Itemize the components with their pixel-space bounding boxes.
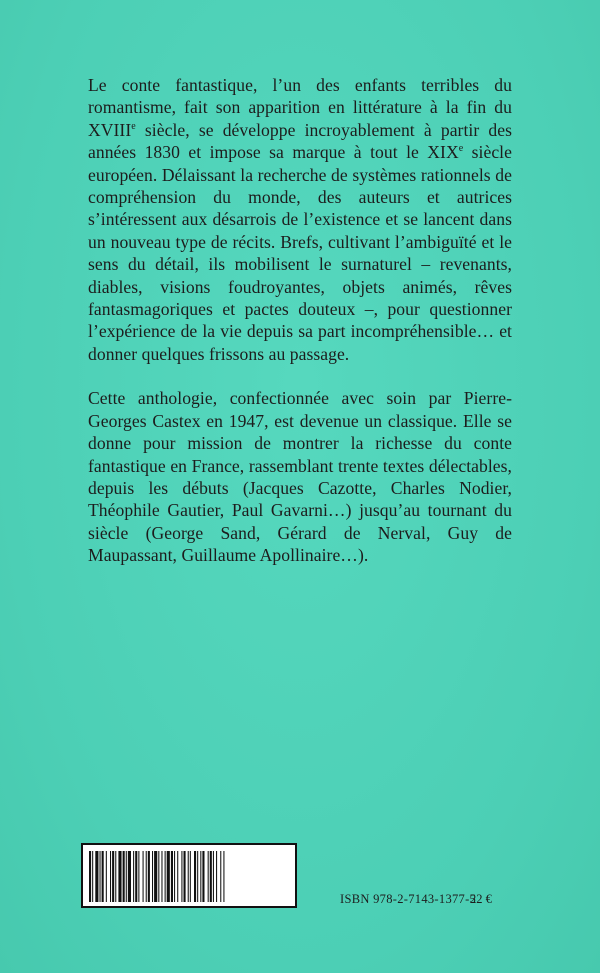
barcode-bar [154,851,157,902]
barcode-bar [126,851,127,902]
barcode-bar [95,851,98,902]
barcode-bar [152,851,153,902]
barcode-bar [158,851,159,902]
barcode-bar [223,851,224,902]
barcode-bar [148,851,150,902]
barcode-bar [146,851,147,902]
barcode-bar [194,851,196,902]
barcode-icon [89,851,291,902]
barcode-bar [135,851,137,902]
barcode-bar [138,851,139,902]
barcode-bar [106,851,107,902]
barcode-bar [197,851,198,902]
barcode-bar [188,851,189,902]
blurb-paragraph-2: Cette anthologie, confectionnée avec soin par Pierre-Georges Castex en 1947, est devenue un classique. Elle se donne pour mission de montrer la richesse du conte fantastique en France, rassemblant trente textes délectables, depuis les débuts (Jacques Cazotte, Charles Nodier, Théophile Gautier, Paul Gavarni…) jusqu’au tournant du siècle (George Sand, Gérard de Nerval, Guy de Maupassant, Guillaume Apollinaire…). [88,388,512,566]
barcode-bar [220,851,221,902]
barcode-bar [177,851,178,902]
barcode-bar [133,851,134,902]
price-label: 22 € [470,892,492,906]
blurb-paragraph-1: Le conte fantastique, l’un des enfants terribles du romantisme, fait son apparition en littérature à la fin du XVIIIe siècle, se développe incroyablement à partir des années 1830 et impose sa marque à tout le XIXe siècle européen. Délaissant la recherche de systèmes rationnels de compréhension du monde, des auteurs et autrices s’intéressent aux désarrois de l’existence et se lancent dans un nouveau type de récits. Brefs, cultivant l’ambiguïté et le sens du détail, ils mobilisent le surnaturel – revenants, diables, visions foudroyantes, objets animés, rêves fantasmagoriques et pactes douteux –, pour questionner l’expérience de la vie depuis sa part incompréhensible… et donner quelques frissons au passage. [88,75,512,364]
barcode-bar [110,851,111,902]
isbn-number: ISBN 978-2-7143-1377-5 [340,892,477,906]
blurb-text [88,74,512,567]
barcode-bar [202,851,204,902]
barcode-bar [112,851,114,902]
barcode-bar [161,851,162,902]
barcode-bar [174,851,175,902]
barcode-bar [92,851,93,902]
barcode-bar [216,851,217,902]
barcode-bar [167,851,170,902]
barcode-bar [143,851,144,902]
barcode-bar [115,851,116,902]
barcode [81,843,297,908]
barcode-bar [208,851,209,902]
barcode-bar [171,851,173,902]
barcode-bar [128,851,131,902]
barcode-bar [118,851,121,902]
barcode-bar [123,851,125,902]
barcode-bar [184,851,186,902]
barcode-bar [102,851,104,902]
barcode-bar [165,851,166,902]
barcode-bar [190,851,191,902]
barcode-bar [100,851,101,902]
barcode-bar [181,851,182,902]
barcode-bar [200,851,201,902]
barcode-bar [210,851,212,902]
barcode-bar [213,851,214,902]
barcode-bar [89,851,91,902]
